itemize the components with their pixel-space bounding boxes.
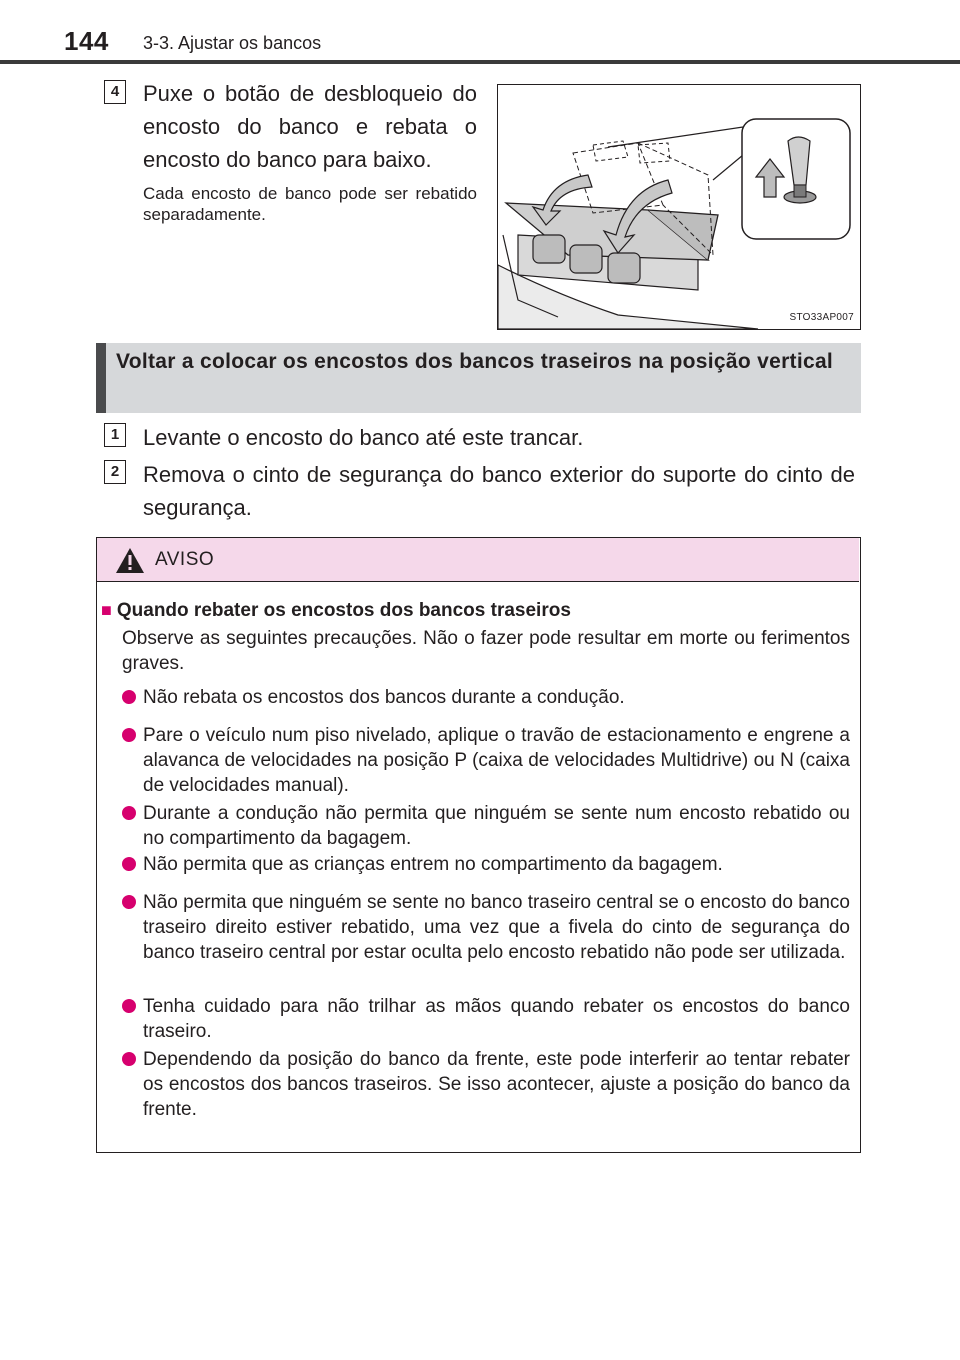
warning-triangle-icon bbox=[115, 547, 145, 574]
bullet-dot-icon bbox=[122, 728, 136, 742]
warning-heading-text: Quando rebater os encostos dos bancos traseiros bbox=[116, 600, 571, 621]
bullet-dot-icon bbox=[122, 1052, 136, 1066]
step-instruction: Remova o cinto de segurança do banco exterior do suporte do cinto de segurança. bbox=[143, 462, 855, 520]
page-header bbox=[0, 0, 960, 70]
step-number-badge: 1 bbox=[104, 423, 126, 447]
warning-heading bbox=[101, 600, 571, 622]
bullet-dot-icon bbox=[122, 999, 136, 1013]
warning-bullet-text: Não rebata os encostos dos bancos durante a condução. bbox=[143, 687, 625, 708]
step-instruction: Puxe o botão de desbloqueio do encosto do banco e rebata o encosto do banco para baixo. bbox=[143, 81, 477, 172]
bullet-dot-icon bbox=[122, 857, 136, 871]
rear-seat-illustration bbox=[497, 84, 861, 330]
warning-intro: Observe as seguintes precauções. Não o fazer pode resultar em morte ou ferimentos graves. bbox=[122, 628, 850, 674]
section-accent-bar bbox=[96, 343, 106, 413]
warning-bullet-text: Dependendo da posição do banco da frente, este pode interferir ao tentar rebater os encostos dos bancos traseiros. Se isso acontecer, ajuste a posição do banco da frente. bbox=[143, 1049, 850, 1120]
figure-code: STO33AP007 bbox=[789, 312, 854, 323]
warning-bullet-text: Tenha cuidado para não trilhar as mãos quando rebater os encostos do banco traseiro. bbox=[143, 996, 850, 1042]
section-heading bbox=[96, 343, 861, 413]
warning-title: AVISO bbox=[155, 549, 215, 570]
bullet-dot-icon bbox=[122, 806, 136, 820]
warning-bullet-text: Não permita que ninguém se sente no banco traseiro central se o encosto do banco traseiro direito estiver rebatido, uma vez que a fivela do cinto de segurança do banco traseiro central por estar oculta pelo encosto rebatido não pode ser utilizada. bbox=[143, 892, 850, 963]
page-number: 144 bbox=[64, 26, 109, 56]
step-note: Cada encosto de banco pode ser rebatido separadamente. bbox=[143, 184, 477, 224]
header-divider bbox=[0, 60, 960, 64]
seat-folding-diagram bbox=[498, 85, 860, 329]
warning-bullet-text: Durante a condução não permita que ninguém se sente num encosto rebatido ou no compartimento da bagagem. bbox=[143, 803, 850, 849]
warning-header bbox=[97, 538, 859, 582]
step-number-badge: 4 bbox=[104, 80, 126, 104]
warning-bullet-text: Pare o veículo num piso nivelado, aplique o travão de estacionamento e engrene a alavanca de velocidades na posição P (caixa de velocidades Multidrive) ou N (caixa de velocidades manual). bbox=[143, 725, 850, 796]
step-instruction: Levante o encosto do banco até este trancar. bbox=[143, 425, 584, 450]
section-heading-title: Voltar a colocar os encostos dos bancos traseiros na posição vertical bbox=[116, 350, 834, 373]
warning-bullet-text: Não permita que as crianças entrem no compartimento da bagagem. bbox=[143, 854, 723, 875]
bullet-dot-icon bbox=[122, 895, 136, 909]
warning-box bbox=[96, 537, 861, 1153]
square-bullet-icon: ■ bbox=[101, 600, 112, 620]
bullet-dot-icon bbox=[122, 690, 136, 704]
chapter-section-title: 3-3. Ajustar os bancos bbox=[143, 33, 322, 53]
step-number-badge: 2 bbox=[104, 460, 126, 484]
